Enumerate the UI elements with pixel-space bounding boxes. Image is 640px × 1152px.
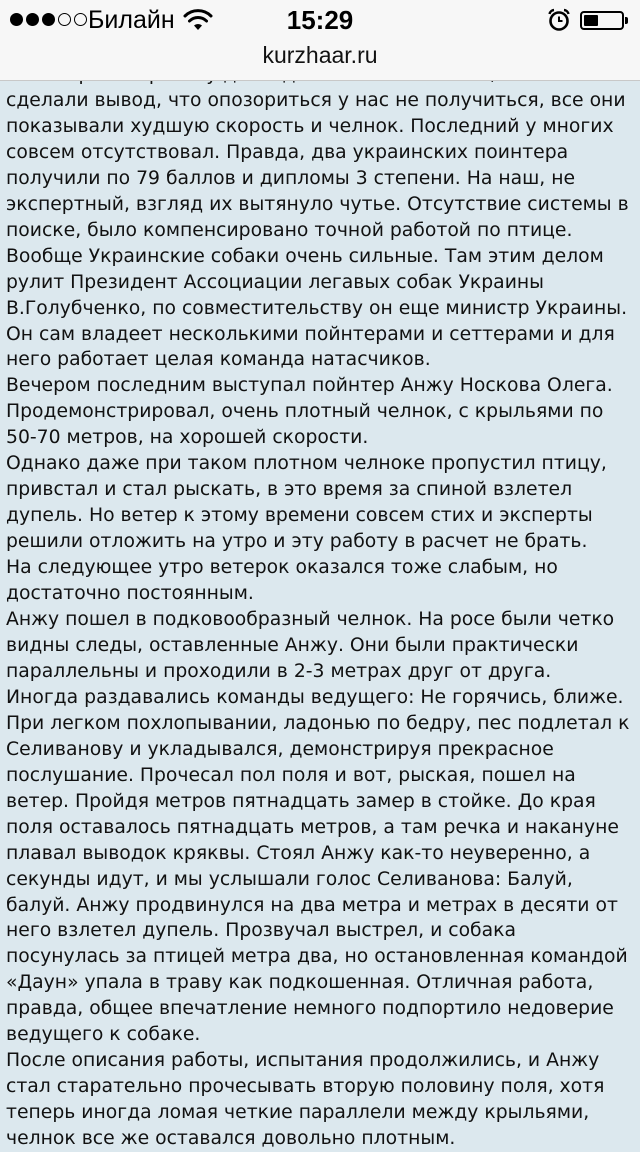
- article-paragraph: Анжу пошел в подковообразный челнок. На росе были четко видны следы, оставленные Анжу. Они были практически параллельны и проходили в 2-3 метрах друг от друга.: [6, 609, 615, 682]
- article-body: [0, 62, 640, 1152]
- article-paragraph: Вечером последним выступал пойнтер Анжу Носкова Олега. Продемонстрировал, очень плотный челнок, с крыльями по 50-70 метров, на хорошей скорости.: [6, 375, 613, 449]
- signal-dot: [58, 13, 71, 26]
- signal-dot: [26, 13, 39, 26]
- article-paragraph: На следующее утро ветерок оказался тоже слабым, но достаточно постоянным.: [6, 557, 558, 605]
- alarm-clock-icon: [547, 8, 571, 32]
- article-paragraph: Однако даже при таком плотном челноке пропустил птицу, привстал и стал рыскать, в это время за спиной взлетел дупель. Но ветер к этому времени совсем стих и эксперты решили отложить на утро и эту работу в расчет не брать.: [6, 453, 607, 553]
- battery-level: [584, 15, 598, 26]
- article-paragraph: Иногда раздавались команды ведущего: Не горячись, ближе. При легком похлопывании, ладонью по бедру, пес подлетал к Селиванову и укладывался, демонстрируя прекрасное послушание. Прочесал пол поля и вот, рыская, пошел на ветер. Пройдя метров пятнадцать замер в стойке. До края поля оставалось пятнадцать метров, а там речка и накануне плавал выводок кряквы. Стоял Анжу как-то неуверенно, а секунды идут, и мы услышали голос Селиванова: Балуй, балуй. Анжу продвинулся на два метра и метрах в десяти от него взлетел дупель. Прозвучал выстрел, и собака посунулась за птицей метра два, но остановленная командой «Даун» упала в траву как подкошенная. Отличная работа, правда, общее впечатление немного подпортило недоверие ведущего к собаке.: [6, 686, 630, 1046]
- battery-icon: [580, 11, 624, 30]
- article-paragraph: После описания работы, испытания продолжились, и Анжу стал старательно прочесывать вторую половину поля, хотя теперь иногда ломая четкие параллели между крыльями, челнок все же оставался довольно плотным.: [6, 1050, 605, 1150]
- signal-dot: [42, 13, 55, 26]
- article-paragraph: сделали вывод, что опозориться у нас не получиться, все они показывали худшую скорость и челнок. Последний у многих совсем отсутствовал. Правда, два украинских поинтера получили по 79 баллов и дипломы 3 степени. На наш, не экспертный, взгляд их вытянуло чутье. Отсутствие системы в поиске, было компенсировано точной работой по птице.: [6, 89, 629, 241]
- wifi-icon: [183, 8, 213, 32]
- carrier-name: Билайн: [88, 6, 175, 34]
- status-bar: [0, 0, 640, 40]
- article-paragraph: Вообще Украинские собаки очень сильные. Там этим делом рулит Президент Ассоциации легавых собак Украины В.Голубченко, по совместительству он еще министр Украины. Он сам владеет несколькими пойнтерами и сеттерами и для него работает целая команда натасчиков.: [6, 245, 628, 371]
- signal-dot: [74, 13, 87, 26]
- address-bar-url[interactable]: kurzhaar.ru: [262, 42, 378, 68]
- status-time: 15:29: [286, 5, 354, 35]
- signal-dot: [10, 13, 23, 26]
- signal-strength-icon: [10, 13, 87, 26]
- browser-top-bar: [0, 0, 640, 81]
